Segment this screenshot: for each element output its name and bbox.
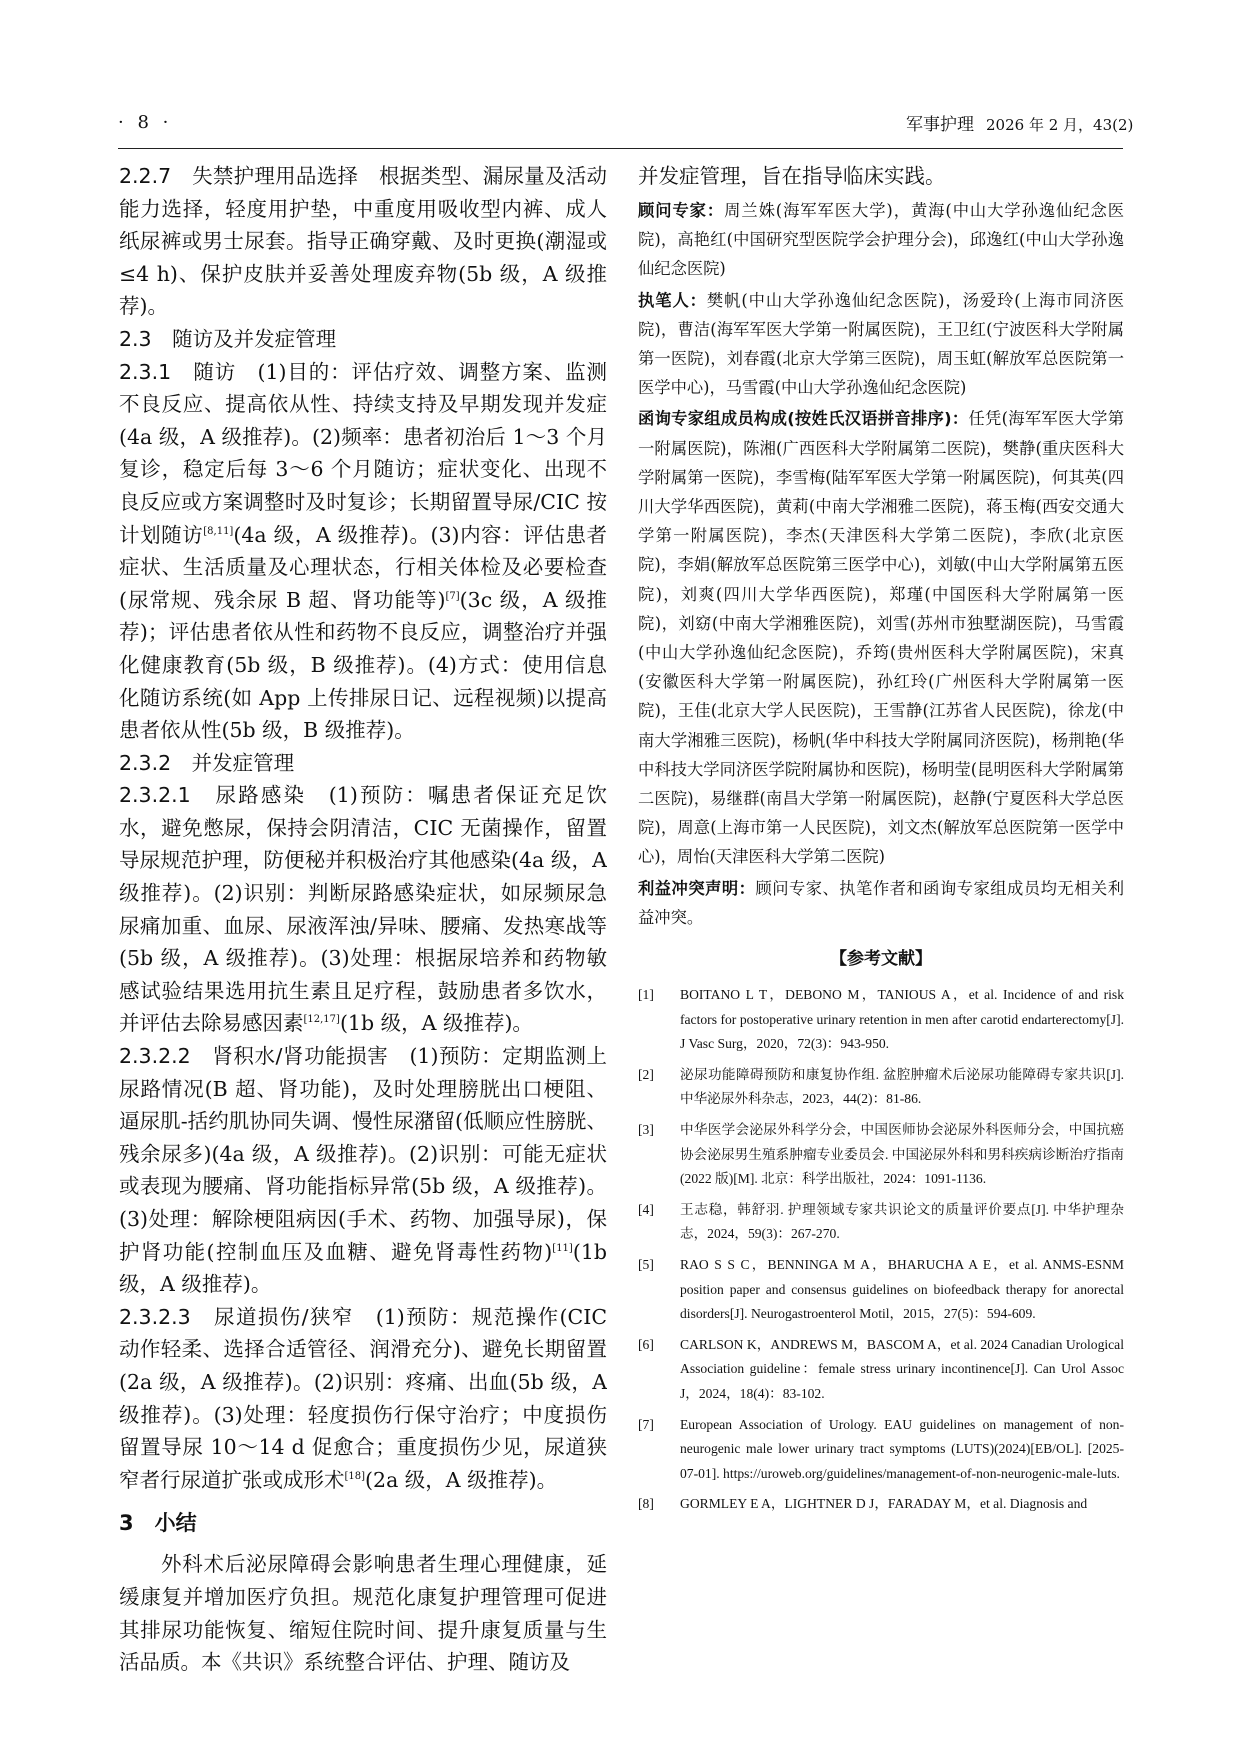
section-2-3-1 [119,356,607,747]
paragraph-text: (1)预防：嘱患者保证充足饮水，避免憋尿，保持会阴清洁，CIC 无菌操作，留置导尿规范护理，防便秘并积极治疗其他感染(4a 级，A 级推荐)。(2)识别：判断尿路感染症状，如尿频尿急尿痛加重、血尿、尿液浑浊/异味、腰痛、发热寒战等(5b 级，A 级推荐)。(3)处理：根据尿培养和药物敏感试验结果选用抗生素且足疗程，鼓励患者多饮水，并评估去除易感因素 [119,783,607,1036]
reference-number: [7] [638,1416,654,1432]
reference-item [638,983,1124,1057]
reference-text: 中华医学会泌尿外科学分会，中国医师协会泌尿外科医师分会，中国抗癌协会泌尿男生殖系肿瘤专业委员会. 中国泌尿外科和男科疾病诊断治疗指南(2022 版)[M]. 北京：科学出版社，2024：1091-1136. [680,1122,1124,1187]
journal-issue: 2026 年 2 月，43(2) [986,116,1134,134]
writers-block [638,286,1124,403]
section-heading: 2.3.2 并发症管理 [119,750,295,775]
section-heading: 2.2.7 失禁护理用品选择 [119,164,359,188]
journal-info [906,110,1133,135]
members-text: 任凭(海军军医大学第一附属医院)，陈湘(广西医科大学附属第二医院)，樊静(重庆医科大学附属第一医院)，李雪梅(陆军军医大学第一附属医院)，何其英(四川大学华西医院)，黄莉(中南大学湘雅二医院)，蒋玉梅(西安交通大学第一附属医院)，李杰(天津医科大学第二医院)，李欣(北京医院)，李娟(解放军总医院第三医学中心)，刘敏(中山大学附属第五医院)，刘爽(四川大学华西医院)，郑瑾(中国医科大学附属第一医院)，刘窈(中南大学湘雅医院)，刘雪(苏州市独墅湖医院)，马雪霞(中山大学孙逸仙纪念医院)，乔筠(贵州医科大学附属医院)，宋真(安徽医科大学第一附属医院)，孙红玲(广州医科大学附属第一医院)，王佳(北京大学人民医院)，王雪静(江苏省人民医院)，徐龙(中南大学湘雅三医院)，杨帆(华中科技大学附属同济医院)，杨荆艳(华中科技大学同济医学院附属协和医院)，杨明莹(昆明医科大学附属第二医院)，易继群(南昌大学第一附属医院)，赵静(宁夏医科大学总医院)，周意(上海市第一人民医院)，刘文杰(解放军总医院第一医学中心)，周怡(天津医科大学第二医院) [638,409,1125,867]
paragraph-text: 根据类型、漏尿量及活动能力选择，轻度用护垫，中重度用吸收型内裤、成人纸尿裤或男士尿套。指导正确穿戴、及时更换(潮湿或≤4 h)、保护皮肤并妥善处理废弃物(5b 级，A 级推荐)。 [119,164,607,319]
section-2-2-7 [119,160,607,323]
section-2-3-2-2 [119,1040,607,1301]
reference-text: RAO S S C，BENNINGA M A，BHARUCHA A E，et al. ANMS-ESNM position paper and consensus guidelines on biofeedback therapy for anorectal disorders[J]. Neurogastroenterol Motil，2015，27(5)：594-609. [680,1257,1124,1322]
advisors-text: 周兰姝(海军军医大学)，黄海(中山大学孙逸仙纪念医院)，高艳红(中国研究型医院学会护理分会)，邱逸红(中山大学孙逸仙纪念医院) [638,201,1124,279]
left-column [119,160,607,1679]
coi-text: 顾问专家、执笔作者和函询专家组成员均无相关利益冲突。 [638,878,1124,927]
members-label: 函询专家组成员构成(按姓氏汉语拼音排序)： [638,409,969,429]
citation: [18] [344,1470,366,1482]
section-heading: 2.3 随访及并发症管理 [119,326,337,351]
lead-text: 并发症管理，旨在指导临床实践。 [638,164,946,188]
paragraph-text: (1)目的：评估疗效、调整方案、监测不良反应、提高依从性、持续支持及早期发现并发症(4a 级，A 级推荐)。(2)频率：患者初治后 1～3 个月复诊，稳定后每 3～6 个月随访；症状变化、出现不良反应或方案调整时及时复诊；长期留置导尿/CIC 按计划随访 [119,359,607,547]
section-2-3-2-3 [119,1301,607,1497]
journal-name: 军事护理 [906,115,974,135]
reference-item [638,1118,1124,1192]
citation: [11] [552,1242,573,1254]
section-heading: 2.3.1 随访 [119,359,237,384]
reference-item [638,1198,1124,1247]
paragraph-text: (4a 级，A 级推荐)。(3)内容：评估患者症状、生活质量及心理状态，行相关体检及必要检查(尿常规、残余尿 B 超、肾功能等) [119,522,607,612]
reference-item [638,1413,1124,1487]
advisors-label: 顾问专家： [638,201,725,220]
reference-item [638,1063,1124,1112]
reference-number: [6] [638,1336,654,1352]
paragraph-text: (1)预防：定期监测上尿路情况(B 超、肾功能)，及时处理膀胱出口梗阻、逼尿肌-括约肌协同失调、慢性尿潴留(低顺应性膀胱、残余尿多)(4a 级，A 级推荐)。(2)识别：可能无症状或表现为腰痛、肾功能指标异常(5b 级，A 级推荐)。(3)处理：解除梗阻病因(手术、药物、加强导尿)，保护肾功能(控制血压及血糖、避免肾毒性药物) [119,1044,607,1264]
reference-number: [8] [638,1496,654,1512]
reference-text: GORMLEY E A，LIGHTNER D J，FARADAY M，et al. Diagnosis and [680,1496,1088,1512]
reference-item [638,1333,1124,1407]
reference-text: 王志稳，韩舒羽. 护理领域专家共识论文的质量评价要点[J]. 中华护理杂志，2024，59(3)：267-270. [680,1201,1124,1242]
reference-text: European Association of Urology. EAU guidelines on management of non-neurogenic male lower urinary tract symptoms (LUTS)(2024)[EB/OL]. [2025-07-01]. https://uroweb.org/guidelines/management-of-non-neurogenic-male-luts. [680,1416,1124,1481]
paragraph-text: (1)预防：规范操作(CIC 动作轻柔、选择合适管径、润滑充分)、避免长期留置(2a 级，A 级推荐)。(2)识别：疼痛、出血(5b 级，A 级推荐)。(3)处理：轻度损伤行保守治疗；中度损伤留置导尿 10～14 d 促愈合；重度损伤少见，尿道狭窄者行尿道扩张或成形术 [119,1304,607,1492]
citation: [8,11] [203,525,234,537]
writers-text: 樊帆(中山大学孙逸仙纪念医院)，汤爱玲(上海市同济医院)，曹洁(海军军医大学第一附属医院)，王卫红(宁波医科大学附属第一医院)，刘春霞(北京大学第三医院)，周玉虹(解放军总医院第一医学中心)，马雪霞(中山大学孙逸仙纪念医院) [638,290,1124,398]
citation: [12,17] [303,1014,340,1026]
reference-number: [5] [638,1257,654,1273]
summary-paragraph: 外科术后泌尿障碍会影响患者生理心理健康，延缓康复并增加医疗负担。规范化康复护理管理可促进其排尿功能恢复、缩短住院时间、提升康复质量与生活品质。本《共识》系统整合评估、护理、随访及 [119,1552,607,1675]
reference-number: [4] [638,1201,654,1217]
paragraph-text: (3c 级，A 级推荐)；评估患者依从性和药物不良反应，调整治疗并强化健康教育(5b 级，B 级推荐)。(4)方式：使用信息化随访系统(如 App 上传排尿日记、远程视频)以提高患者依从性(5b 级，B 级推荐)。 [119,587,607,743]
coi-label: 利益冲突声明： [638,878,756,898]
paragraph-text: (2a 级，A 级推荐)。 [365,1467,558,1492]
reference-item [638,1253,1124,1327]
section-heading: 2.3.2.1 尿路感染 [119,783,307,808]
reference-text: CARLSON K，ANDREWS M，BASCOM A，et al. 2024 Canadian Urological Association guideline：female stress urinary incontinence[J]. Can Urol Assoc J，2024，18(4)：83-102. [680,1336,1124,1401]
right-column [638,160,1124,1523]
coi-block [638,874,1124,932]
reference-number: [3] [638,1122,654,1138]
page-number: · 8 · [118,112,173,133]
writers-label: 执笔人： [638,290,707,310]
section-heading: 3 小结 [119,1511,197,1536]
reference-item [638,1492,1124,1517]
header-rule [118,148,1123,149]
reference-text: BOITANO L T，DEBONO M，TANIOUS A，et al. Incidence of and risk factors for postoperative urinary retention in men after carotid endarterectomy[J]. J Vasc Surg，2020，72(3)：943-950. [680,987,1124,1052]
section-heading: 2.3.2.2 肾积水/肾功能损害 [119,1044,389,1069]
section-2-3-2-1 [119,779,607,1040]
paragraph-text: (1b 级，A 级推荐)。 [339,1011,533,1036]
members-block [638,404,1124,871]
reference-text: 泌尿功能障碍预防和康复协作组. 盆腔肿瘤术后泌尿功能障碍专家共识[J]. 中华泌尿外科杂志，2023，44(2)：81-86. [680,1066,1124,1107]
references-title: 【参考文献】 [830,949,932,970]
reference-list [638,983,1124,1517]
reference-number: [2] [638,1066,654,1082]
paragraph-text: (1b 级，A 级推荐)。 [119,1239,607,1297]
citation: [7] [445,590,460,602]
reference-number: [1] [638,987,654,1003]
advisors-block [638,196,1124,284]
section-heading: 2.3.2.3 尿道损伤/狭窄 [119,1304,354,1329]
